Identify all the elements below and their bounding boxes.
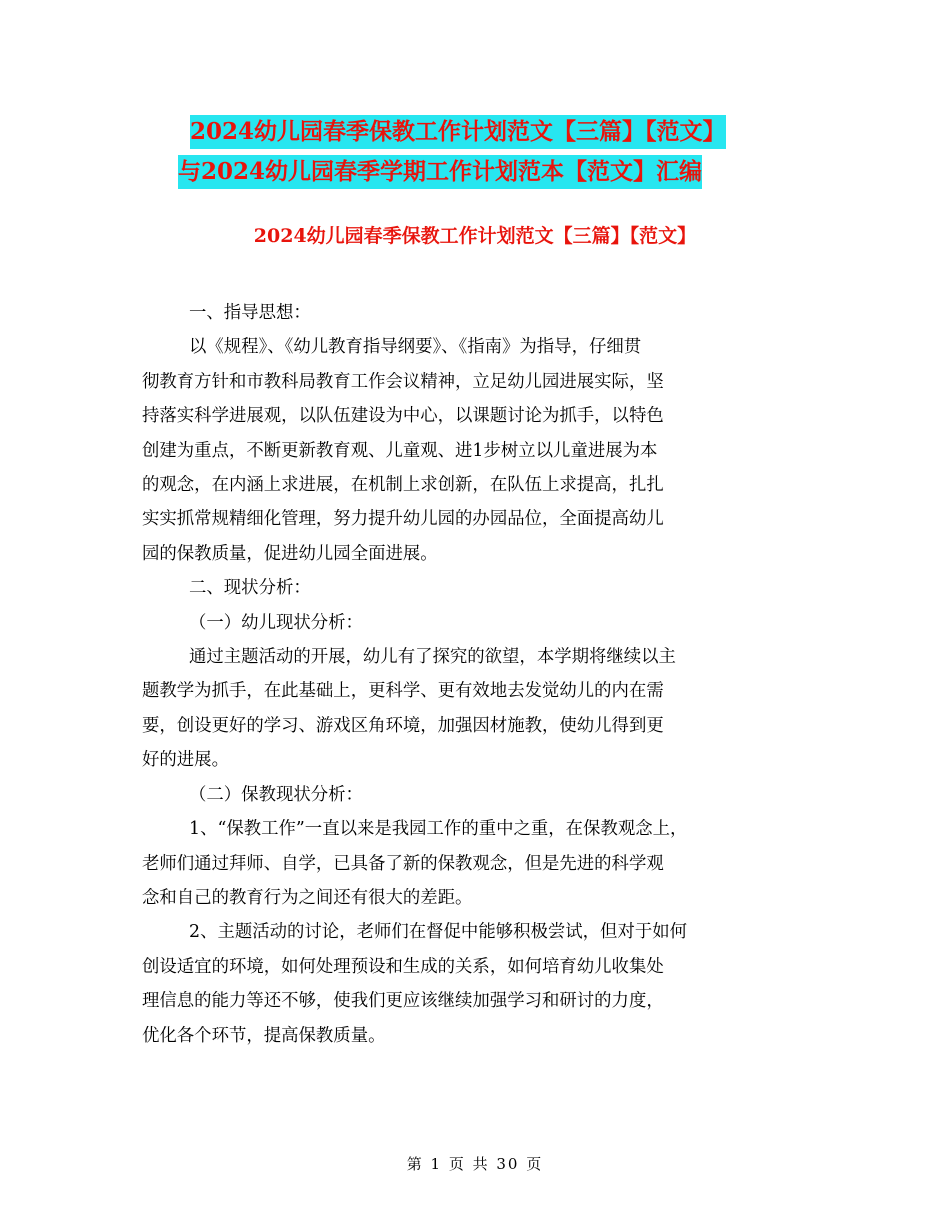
title-line-1-text: 2024幼儿园春季保教工作计划范文【三篇】【范文】 — [190, 115, 726, 149]
title-line-1 — [178, 112, 828, 152]
title-line-2 — [178, 152, 828, 192]
paragraph-line: 创建为重点，不断更新教育观、儿童观、进1步树立以儿童进展为本 — [142, 440, 658, 461]
paragraph-line: 2、主题活动的讨论，老师们在督促中能够积极尝试，但对于如何 — [189, 922, 688, 943]
paragraph-line: 要，创设更好的学习、游戏区角环境，加强因材施教，使幼儿得到更 — [142, 715, 664, 736]
paragraph-line: 1、“保教工作”一直以来是我园工作的重中之重，在保教观念上， — [189, 819, 688, 840]
section-heading: 2024幼儿园春季保教工作计划范文【三篇】【范文】 — [253, 225, 697, 247]
paragraph-line: 以《规程》、《幼儿教育指导纲要》、《指南》为指导，仔细贯 — [189, 337, 642, 358]
document-title — [178, 112, 828, 192]
paragraph-line: 好的进展。 — [142, 750, 229, 771]
paragraph-line: 老师们通过拜师、自学，已具备了新的保教观念，但是先进的科学观 — [142, 853, 664, 874]
paragraph-line: 创设适宜的环境，如何处理预设和生成的关系，如何培育幼儿收集处 — [142, 956, 664, 977]
subheading-children-status: （一）幼儿现状分析： — [189, 612, 363, 633]
heading-status-analysis: 二、现状分析： — [189, 578, 311, 599]
paragraph-line: 持落实科学进展观，以队伍建设为中心，以课题讨论为抓手，以特色 — [142, 406, 664, 427]
paragraph-line: 通过主题活动的开展，幼儿有了探究的欲望，本学期将继续以主 — [189, 647, 676, 668]
paragraph-line: 彻教育方针和市教科局教育工作会议精神，立足幼儿园进展实际，坚 — [142, 371, 664, 392]
paragraph-line: 实实抓常规精细化管理，努力提升幼儿园的办园品位，全面提高幼儿 — [142, 509, 664, 530]
paragraph-line: 念和自己的教育行为之间还有很大的差距。 — [142, 887, 473, 908]
document-body — [142, 296, 822, 1053]
subheading-care-status: （二）保教现状分析： — [189, 784, 363, 805]
paragraph-line: 优化各个环节，提高保教质量。 — [142, 1025, 386, 1046]
paragraph-line: 的观念，在内涵上求进展，在机制上求创新，在队伍上求提高，扎扎 — [142, 475, 664, 496]
title-line-2-text: 与2024幼儿园春季学期工作计划范本【范文】汇编 — [178, 155, 702, 189]
paragraph-line: 园的保教质量，促进幼儿园全面进展。 — [142, 543, 438, 564]
page-footer: 第 1 页 共 30 页 — [406, 1155, 544, 1173]
paragraph-line: 题教学为抓手，在此基础上，更科学、更有效地去发觉幼儿的内在需 — [142, 681, 664, 702]
heading-guiding-thought: 一、指导思想： — [189, 303, 311, 323]
paragraph-line: 理信息的能力等还不够，使我们更应该继续加强学习和研讨的力度， — [142, 991, 664, 1012]
